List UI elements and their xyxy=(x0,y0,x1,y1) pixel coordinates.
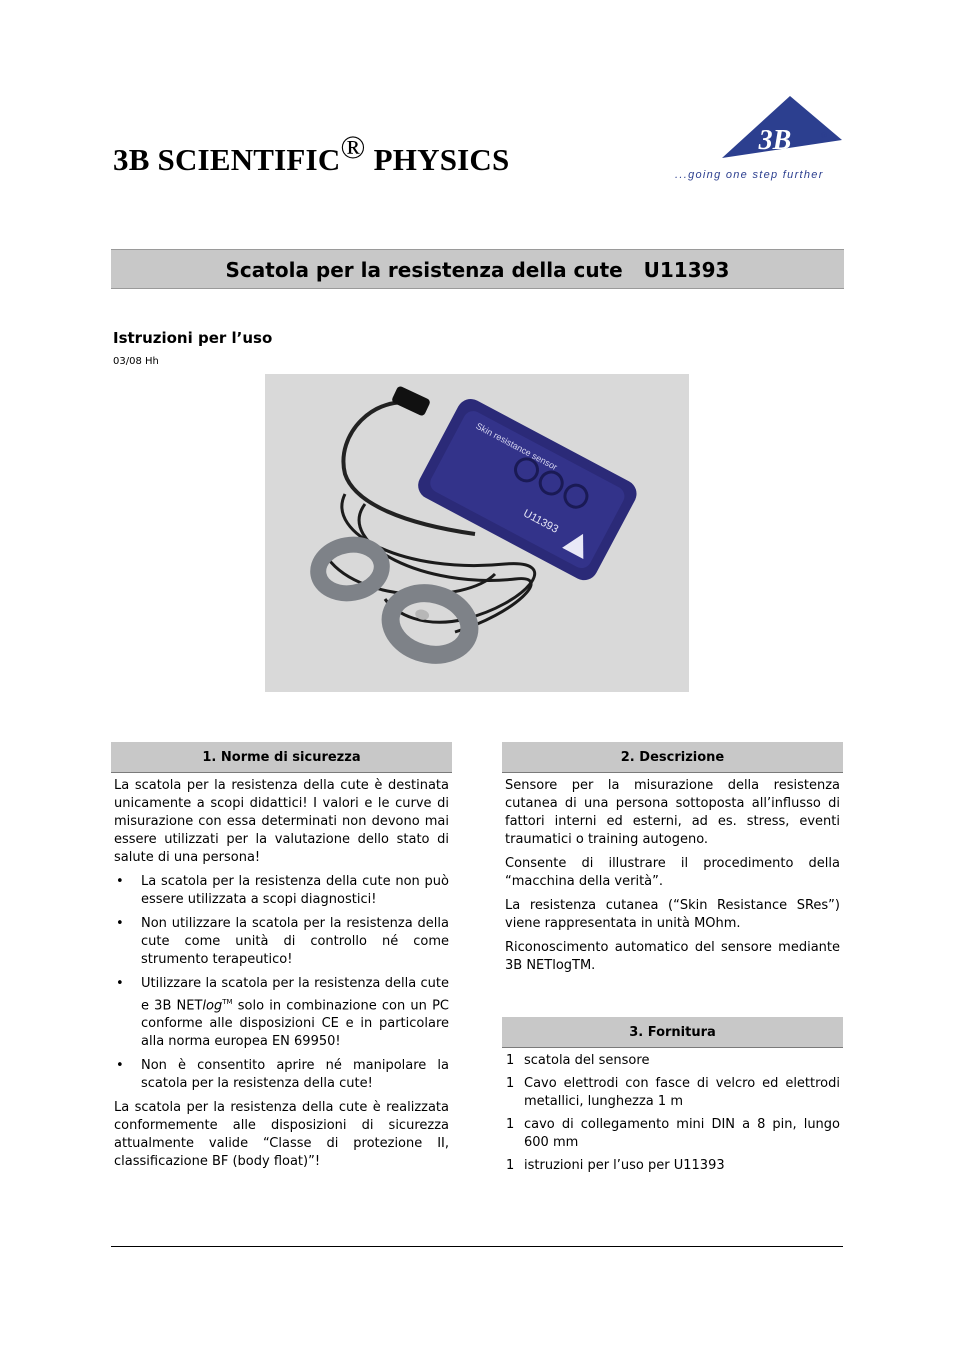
supply-text: cavo di collegamento mini DIN a 8 pin, lungo 600 mm xyxy=(524,1117,840,1150)
revision-date: 03/08 Hh xyxy=(113,356,159,367)
safety-item xyxy=(114,975,449,1051)
bullet-symbol: • xyxy=(116,874,124,889)
brand-title xyxy=(113,130,510,179)
supply-item xyxy=(505,1116,840,1152)
description-heading: 2. Descrizione xyxy=(502,742,843,773)
supply-item xyxy=(505,1052,840,1070)
logo-text: 3B xyxy=(758,125,792,156)
device-label: Skin resistance sensor xyxy=(474,420,559,473)
safety-outro: La scatola per la resistenza della cute è realizzata conformemente alle disposizioni di sicurezza attualmente valide “Classe di protezione II, classificazione BF (body float)”! xyxy=(114,1100,449,1170)
logo-reg: ® xyxy=(821,131,827,140)
supply-column xyxy=(502,1017,843,1180)
company-logo xyxy=(672,96,846,188)
supply-heading: 3. Fornitura xyxy=(502,1017,843,1048)
brand-main: 3B SCIENTIFIC xyxy=(113,142,341,177)
supply-qty: 1 xyxy=(506,1158,515,1173)
logo-tagline: ...going one step further xyxy=(675,169,824,181)
document-title: Scatola per la resistenza della cute U11393 xyxy=(111,249,844,289)
description-paragraph: Sensore per la misurazione della resistenza cutanea di una persona sottoposta all’influsso di fattori interni ed esterni, ad es. stress, eventi traumatici o training autogeno. xyxy=(505,778,840,847)
log-italic: log xyxy=(202,998,223,1014)
supply-item xyxy=(505,1157,840,1175)
supply-qty: 1 xyxy=(506,1076,515,1091)
safety-intro: La scatola per la resistenza della cute è destinata unicamente a scopi didattici! I valori e le curve di misurazione con essa determinati non devono mai essere utilizzati per la valutazione dello stato di salute di una persona! xyxy=(114,778,449,865)
supply-qty: 1 xyxy=(506,1117,515,1132)
safety-heading: 1. Norme di sicurezza xyxy=(111,742,452,773)
product-photo xyxy=(265,374,689,692)
safety-list xyxy=(114,873,449,1093)
safety-item-text: Non è consentito aprire né manipolare la scatola per la resistenza della cute! xyxy=(141,1058,449,1092)
footer-divider xyxy=(111,1246,843,1247)
safety-item-text: La scatola per la resistenza della cute non può essere utilizzata a scopi diagnostici! xyxy=(141,874,449,907)
instructions-heading: Istruzioni per l’uso xyxy=(113,329,273,347)
description-paragraph: La resistenza cutanea (“Skin Resistance SRes”) viene rappresentata in unità MOhm. xyxy=(505,898,840,931)
registered-mark: ® xyxy=(340,130,366,166)
safety-item-text: solo in combinazione con un PC conforme alle disposizioni CE e in particolare alla norma europea EN 69950! xyxy=(141,998,449,1050)
safety-item xyxy=(114,873,449,909)
description-column xyxy=(502,742,843,981)
supply-text: Cavo elettrodi con fasce di velcro ed elettrodi metallici, lunghezza 1 m xyxy=(524,1076,840,1109)
supply-text: istruzioni per l’uso per U11393 xyxy=(524,1158,725,1173)
safety-item xyxy=(114,915,449,969)
safety-item xyxy=(114,1057,449,1093)
supply-item xyxy=(505,1075,840,1111)
brand-tail: PHYSICS xyxy=(365,142,510,177)
supply-text: scatola del sensore xyxy=(524,1053,650,1068)
bullet-symbol: • xyxy=(116,916,124,931)
safety-column xyxy=(111,742,452,1177)
safety-item-text: Non utilizzare la scatola per la resistenza della cute come unità di controllo né come strumento terapeutico! xyxy=(141,916,449,967)
supply-qty: 1 xyxy=(506,1053,515,1068)
device-model-label: U11393 xyxy=(521,507,561,536)
description-paragraph: Riconoscimento automatico del sensore mediante 3B NETlogTM. xyxy=(505,940,840,973)
bullet-symbol: • xyxy=(116,1058,124,1074)
supply-list xyxy=(505,1052,840,1175)
description-paragraph: Consente di illustrare il procedimento della “macchina della verità”. xyxy=(505,856,840,889)
bullet-symbol: • xyxy=(116,976,124,991)
trademark-mark: TM xyxy=(222,998,233,1006)
safety-item-text: Utilizzare la scatola per la resistenza della cute e 3B NET xyxy=(141,976,449,1014)
